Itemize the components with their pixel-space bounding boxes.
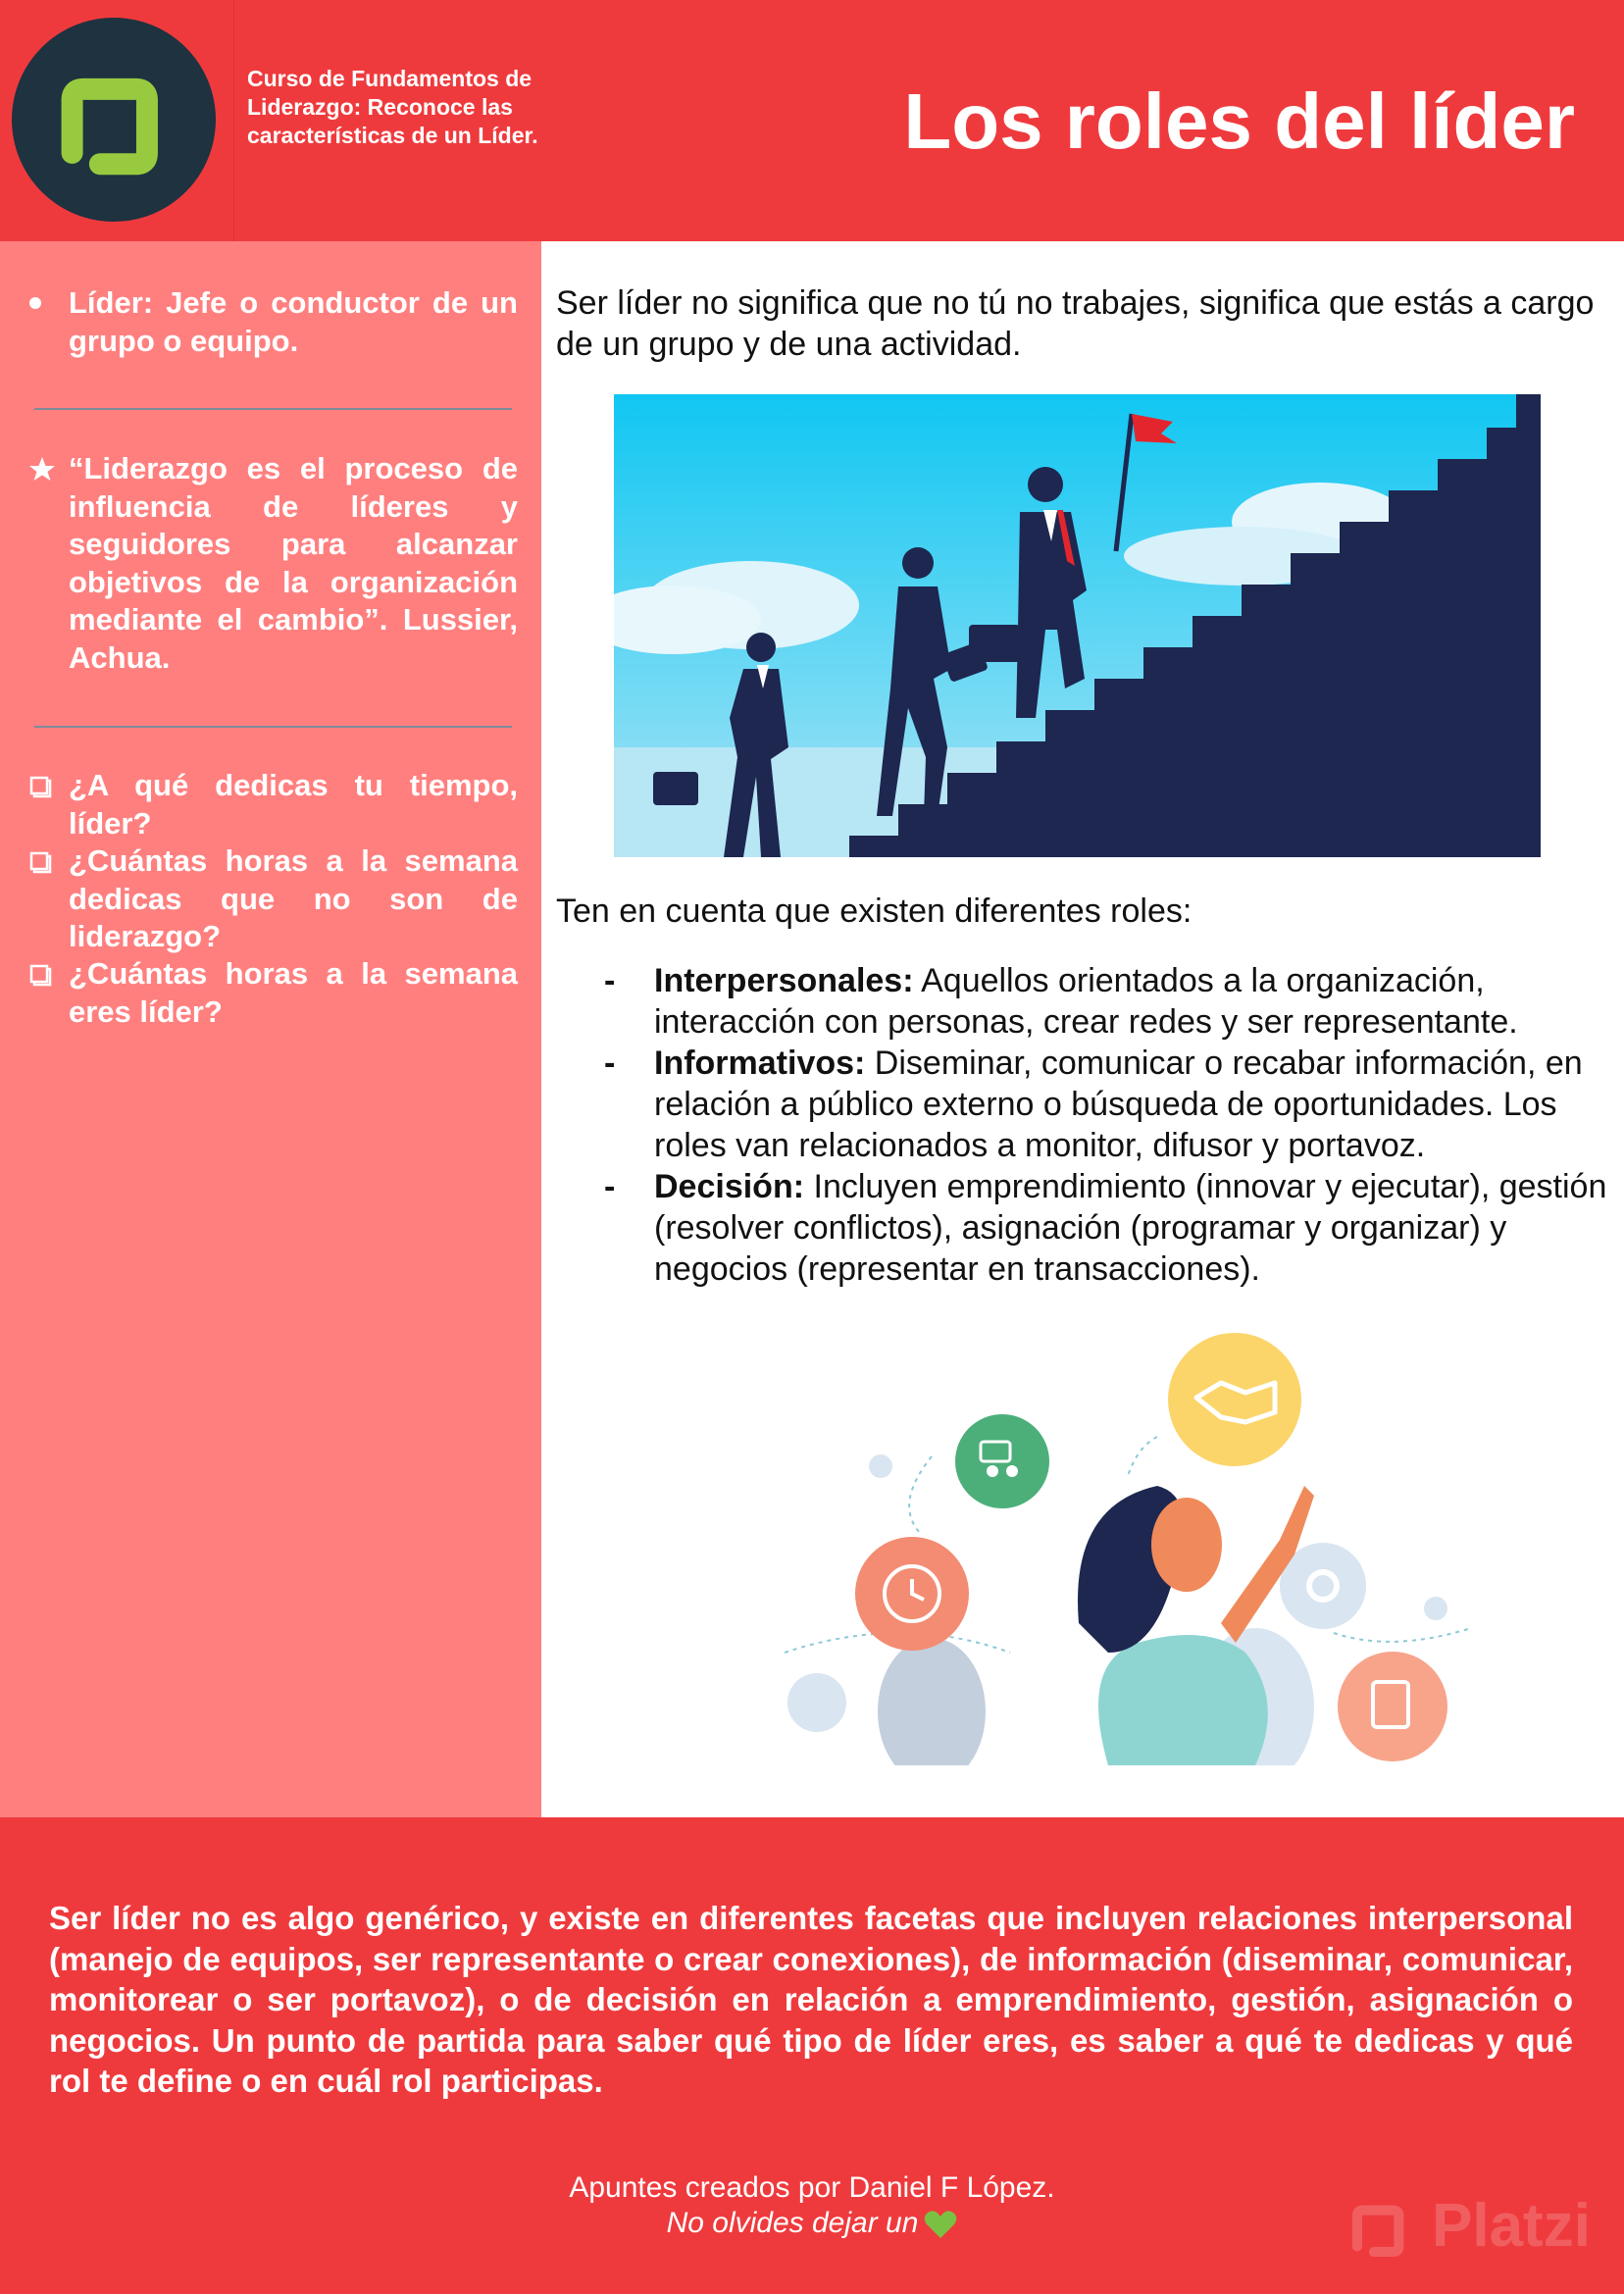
question-item (27, 955, 518, 1031)
role-description: Aquellos orientados a la organización, interacción con personas, crear redes y ser representante. (654, 962, 1518, 1041)
platzi-watermark (1334, 2177, 1624, 2275)
intro-text: Ser líder no significa que no tú no trabajes, significa que estás a cargo de un grupo y de una actividad. (556, 284, 1595, 363)
roles-intro: Ten en cuenta que existen diferentes roles: (556, 892, 1193, 930)
bullet-dot-icon (27, 284, 63, 331)
stairs-illustration (614, 394, 1541, 857)
dash-bullet: - (604, 1045, 616, 1082)
team-roles-illustration (785, 1329, 1471, 1765)
question-text: ¿Cuántas horas a la semana eres líder? (69, 956, 518, 1029)
divider (34, 408, 512, 410)
role-description: Diseminar, comunicar o recabar información, en relación a público externo o búsqueda de oportunidades. Los roles van relacionados a monitor, difusor y portavoz. (654, 1045, 1583, 1164)
role-name: Interpersonales: (654, 962, 914, 999)
page-title: Los roles del líder (903, 77, 1575, 165)
roles-list (604, 960, 1624, 1290)
question-text: ¿A qué dedicas tu tiempo, líder? (69, 768, 518, 841)
course-name: Curso de Fundamentos de Liderazgo: Reconoce las características de un Líder. (247, 66, 538, 148)
leader-definition: Líder: Jefe o conductor de un grupo o equipo. (69, 285, 518, 358)
credit-text: Apuntes creados por Daniel F López. (569, 2171, 1055, 2204)
role-item (604, 1043, 1624, 1166)
checkbox-icon (27, 767, 63, 814)
definition-item (27, 284, 518, 360)
reminder-text: No olvides dejar un (666, 2207, 919, 2239)
green-heart-icon (924, 2210, 957, 2239)
role-name: Informativos: (654, 1045, 866, 1082)
divider (34, 726, 512, 728)
question-item (27, 767, 518, 842)
question-item (27, 842, 518, 956)
checkbox-icon (27, 955, 63, 1002)
header (0, 0, 1624, 241)
leadership-quote: “Liderazgo es el proceso de influencia de líderes y seguidores para alcanzar objetivos de la organización mediante el cambio”. Lussier, Achua. (69, 451, 518, 675)
dash-bullet: - (604, 1168, 616, 1205)
logo-area (0, 0, 234, 241)
role-item (604, 1166, 1624, 1290)
dash-bullet: - (604, 962, 616, 999)
platzi-logo-icon (12, 18, 216, 222)
summary-text: Ser líder no es algo genérico, y existe en diferentes facetas que incluyen relaciones interpersonal (manejo de equipos, ser representante o crear conexiones), de información (diseminar, comunicar, monitorear o ser portavoz), o de decisión en relación a emprendimiento, gestión, asignación o negocios. Un punto de partida para saber qué tipo de líder eres, es saber a qué te dedicas y qué rol te define o en cuál rol participas. (49, 1900, 1573, 2099)
role-item (604, 960, 1624, 1043)
checkbox-icon (27, 842, 63, 890)
role-description: Incluyen emprendimiento (innovar y ejecutar), gestión (resolver conflictos), asignación (programar y organizar) y negocios (representar en transacciones). (654, 1168, 1607, 1288)
watermark-text: Platzi (1432, 2192, 1591, 2260)
question-text: ¿Cuántas horas a la semana dedicas que no son de liderazgo? (69, 843, 518, 953)
quote-item (27, 450, 518, 677)
role-name: Decisión: (654, 1168, 805, 1205)
star-icon (27, 450, 63, 497)
